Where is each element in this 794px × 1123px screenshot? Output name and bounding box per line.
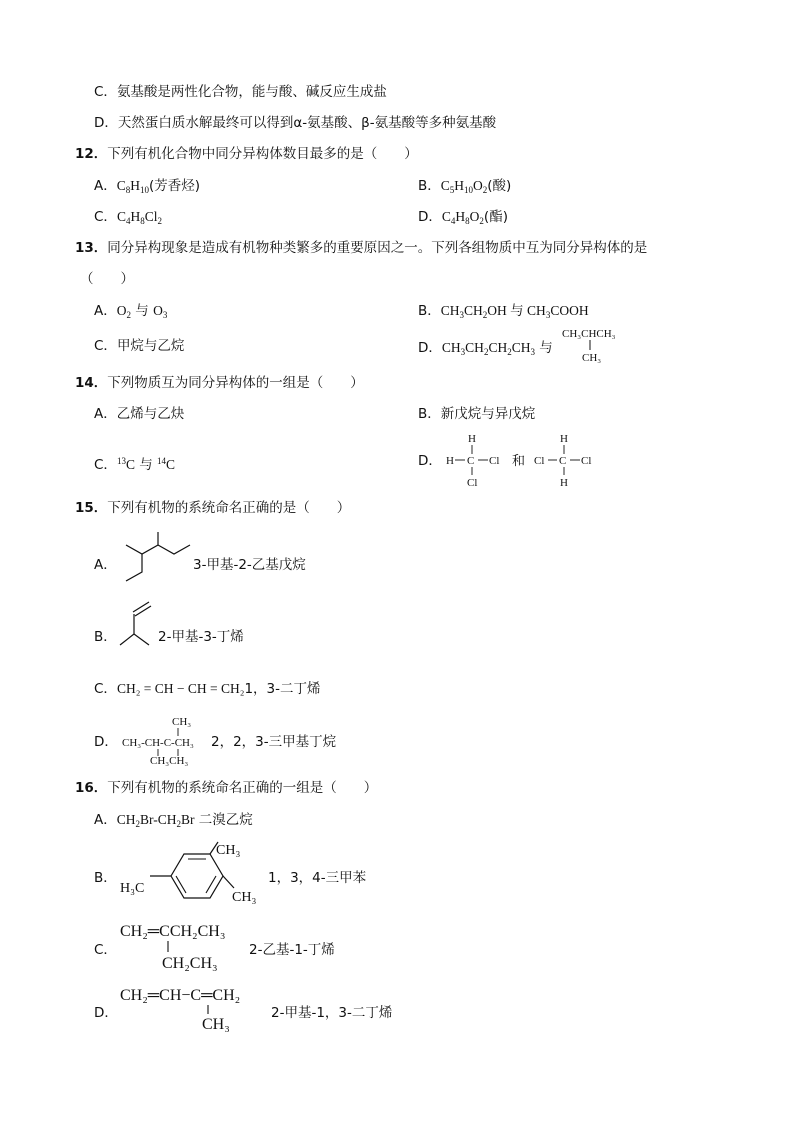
structure-main: CH₂═CCH₂CH₃ [120,923,226,940]
question-number: 15． [75,500,108,516]
structure-main: CH₂═CH−C═CH₂ [120,987,241,1004]
option-letter: C． [94,209,117,225]
q12-option-a [94,177,200,199]
option-text: 乙烯与乙炔 [116,406,185,422]
isobutane-structure [560,326,630,366]
q14-option-b [418,405,535,423]
q15-option-b-letter: B． [94,629,117,645]
structure-left [446,433,499,489]
structure-top: CH₃ [172,716,192,728]
structure-main: CH₃-CH-C-CH₃ [122,737,194,749]
formula: $C_4H_8O_2$ [441,209,484,226]
q16-option-a: A．$CH_2Br-CH_2Br$ 二溴乙烷 [94,812,253,829]
condensed-structure-d [120,712,220,767]
option-name: 二溴乙烷 [198,812,253,828]
question-text: 下列物质互为同分异构体的一组是（ ） [107,375,364,391]
q14-stem [75,374,364,392]
methyl-top: CH₃ [216,843,241,858]
q13-option-c [94,337,184,355]
formula: $C_8H_{10}$ [116,178,150,195]
q12-option-b [418,177,511,199]
q16-option-c-letter: C． [94,942,117,958]
q13-paren: （ ） [80,271,134,287]
question-number: 13． [75,240,108,256]
question-number: 12． [75,146,108,162]
skeletal-structure-a [118,530,193,590]
option-text: 氨基酸是两性化合物，能与酸、碱反应生成盐 [116,84,387,100]
q13-option-d: D．$CH_3CH_2CH_2CH_3$ 与 [418,340,553,357]
q15-option-a-name: 3-甲基-2-乙基戊烷 [193,557,306,573]
option-letter: A． [94,812,117,828]
q15-stem [75,499,350,517]
svg-text:Cl: Cl [534,455,545,467]
svg-text:H: H [560,433,568,445]
q14-option-a [94,405,184,423]
option-letter: D． [418,209,442,225]
option-text: 天然蛋白质水解最终可以得到α-氨基酸、β-氨基酸等多种氨基酸 [117,115,497,131]
svg-text:Cl: Cl [467,477,478,489]
skeletal-structure-b [118,604,163,664]
dichloromethane-structures [440,430,610,490]
svg-text:Cl: Cl [581,455,592,467]
option-letter: D． [94,115,118,131]
option-letter: A． [94,178,117,194]
structure-branch: CH₃ [202,1016,230,1033]
q14-option-d-letter: D． [418,453,442,469]
option-letter: C． [94,457,117,473]
svg-text:Cl: Cl [489,455,500,467]
structure-d [120,984,270,1039]
option-letter: C． [94,338,117,354]
formula: $C_5H_{10}O_2$ [440,178,488,195]
q16-option-d-name: 2-甲基-1，3-二丁烯 [271,1005,393,1021]
structure-bottom: CH₃ [582,352,602,364]
structure-c [120,920,250,975]
q16-option-c-name: 2-乙基-1-丁烯 [249,942,335,958]
structure-right [534,433,591,489]
option-letter: B． [418,303,441,319]
q13-option-b: B．$CH_3CH_2OH$ 与 $CH_3COOH$ [418,303,589,320]
option-letter: B． [418,406,441,422]
structure-branch: CH₂CH₃ [162,955,218,972]
option-letter: A． [94,303,117,319]
question-number: 14． [75,375,108,391]
svg-text:H: H [468,433,476,445]
q15-option-d-letter: D． [94,734,118,750]
trimethylbenzene-structure [118,838,268,908]
q15-option-b-name: 2-甲基-3-丁烯 [158,629,244,645]
option-note: (酯) [483,209,508,225]
structure-top: CH₃CHCH₃ [562,328,616,340]
option-name: 1，3-二丁烯 [244,681,321,697]
q16-option-b-letter: B． [94,870,117,886]
formula: $C_4H_8Cl_2$ [116,209,162,226]
option-letter: A． [94,406,117,422]
question-text: 同分异构现象是造成有机物种类繁多的重要原因之一。下列各组物质中互为同分异构体的是 [107,240,648,256]
q15-option-a-letter: A． [94,557,117,573]
q12-stem [75,145,418,163]
option-letter: B． [418,178,441,194]
option-letter: C． [94,681,117,697]
question-text: 下列有机物的系统命名正确的是（ ） [107,500,351,516]
option-note: (酸) [487,178,512,194]
methyl-right: CH₃ [232,890,257,905]
q15-option-d-name: 2，2，3-三甲基丁烷 [211,734,337,750]
svg-text:H: H [560,477,568,489]
and-label: 和 [512,454,526,469]
option-note: (芳香烃) [149,178,201,194]
q12-option-c [94,208,162,230]
q16-option-b-name: 1，3，4-三甲苯 [268,870,367,886]
q11-option-c [94,83,387,101]
option-text: 甲烷与乙烷 [116,338,185,354]
svg-text:C: C [467,455,475,467]
option-text: 新戊烷与异戊烷 [440,406,536,422]
q13-stem [75,239,647,257]
q14-option-c: C．$^{13}$C 与 $^{14}$C [94,456,176,473]
question-number: 16． [75,780,108,796]
svg-text:H: H [446,455,454,467]
question-text: 下列有机物的系统命名正确的一组是（ ） [107,780,378,796]
structure-bottom: CH₃CH₃ [150,755,189,767]
q16-option-d-letter: D． [94,1005,118,1021]
methyl-left: H₃C [120,881,145,896]
q15-option-c [94,680,321,698]
q13-option-a: A．$O_2$ 与 $O_3$ [94,303,168,320]
svg-text:C: C [559,455,567,467]
option-letter: D． [418,340,442,356]
formula: CH₂ = CH − CH = CH₂ [116,681,245,696]
q11-option-d [94,114,496,132]
question-text: 下列有机化合物中同分异构体数目最多的是（ ） [107,146,418,162]
option-letter: C． [94,84,117,100]
q16-stem [75,779,377,797]
q12-option-d [418,208,508,230]
